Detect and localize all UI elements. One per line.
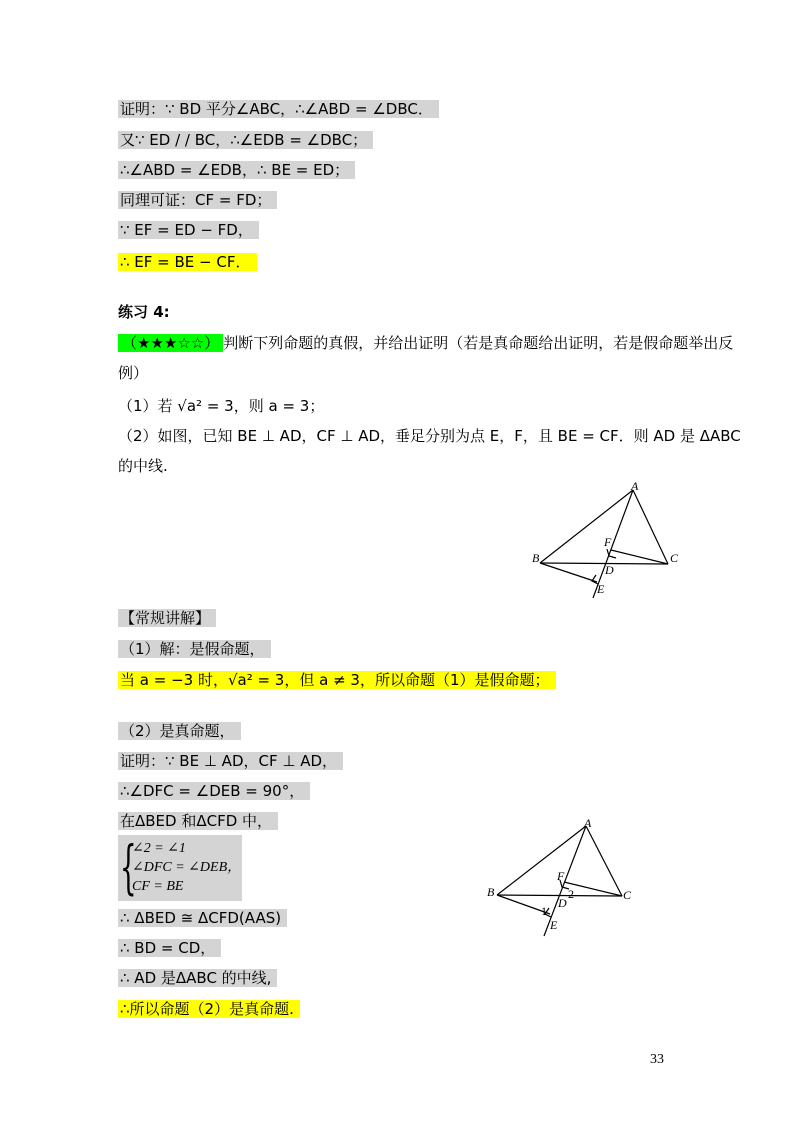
- condition-3: CF = BE: [132, 879, 184, 894]
- exercise-prompt-a: 判断下列命题的真假，并给出证明（若是真命题给出证明，若是假命题举出反: [223, 334, 734, 352]
- left-brace: {: [120, 833, 137, 901]
- fig2-label-2: 2: [568, 887, 574, 901]
- solution-1b: 当 a = −3 时，√a² = 3，但 a ≠ 3，所以命题（1）是假命题；: [118, 671, 556, 689]
- fig2-label-e: E: [550, 918, 558, 932]
- congruence-conditions: [118, 835, 242, 901]
- condition-1: ∠2 = ∠1: [132, 841, 186, 856]
- question-2b: 的中线.: [118, 457, 168, 475]
- proof1-line1: 证明：∵ BD 平分∠ABC，∴∠ABD = ∠DBC．: [118, 100, 439, 118]
- solution-2b: 证明：∵ BE ⊥ AD，CF ⊥ AD，: [118, 752, 343, 770]
- solution-2a: （2）是真命题，: [118, 722, 241, 740]
- fig1-label-e: E: [597, 582, 605, 596]
- solution-1a: （1）解：是假命题，: [118, 640, 271, 658]
- solution-2c: ∴∠DFC = ∠DEB = 90°，: [118, 782, 310, 800]
- proof1-line5: ∵ EF = ED − FD，: [118, 221, 259, 239]
- fig2-label-b: B: [487, 885, 495, 899]
- solution-conclusion: ∴所以命题（2）是真命题.: [118, 1000, 300, 1018]
- exercise-title: 练习 4:: [118, 303, 170, 321]
- solution-header: 【常规讲解】: [118, 609, 216, 627]
- proof1-conclusion: ∴ EF = BE − CF．: [118, 253, 257, 271]
- fig2-label-a: A: [584, 816, 592, 830]
- triangle-figure-1: [525, 478, 695, 603]
- fig2-label-1: 1: [541, 904, 547, 918]
- fig2-label-f: F: [557, 869, 565, 883]
- question-2a: （2）如图，已知 BE ⊥ AD，CF ⊥ AD，垂足分别为点 E，F，且 BE = CF．则 AD 是 ΔABC: [118, 427, 741, 445]
- exercise-prompt-b: 例）: [118, 364, 149, 382]
- difficulty-stars: （★★★☆☆）: [118, 334, 223, 352]
- proof1-line3: ∴∠ABD = ∠EDB，∴ BE = ED；: [118, 161, 355, 179]
- fig1-label-c: C: [670, 551, 679, 565]
- page-number: 33: [650, 1052, 664, 1067]
- fig1-label-d: D: [605, 563, 614, 577]
- fig1-label-a: A: [631, 479, 639, 493]
- fig1-label-f: F: [604, 535, 612, 549]
- proof1-line4: 同理可证：CF = FD；: [118, 191, 277, 209]
- solution-2d: 在ΔBED 和ΔCFD 中，: [118, 812, 278, 830]
- solution-2e: ∴ ΔBED ≅ ΔCFD(AAS): [118, 909, 287, 927]
- triangle-figure-2: [480, 812, 650, 940]
- question-1: （1）若 √a² = 3，则 a = 3；: [118, 397, 325, 415]
- condition-2: ∠DFC = ∠DEB，: [132, 860, 242, 875]
- solution-2f: ∴ BD = CD，: [118, 939, 221, 957]
- solution-2g: ∴ AD 是ΔABC 的中线,: [118, 969, 277, 987]
- proof1-line2: 又∵ ED / / BC，∴∠EDB = ∠DBC；: [118, 131, 373, 149]
- fig2-label-c: C: [623, 888, 632, 902]
- fig2-label-d: D: [558, 896, 567, 910]
- fig1-label-b: B: [532, 551, 540, 565]
